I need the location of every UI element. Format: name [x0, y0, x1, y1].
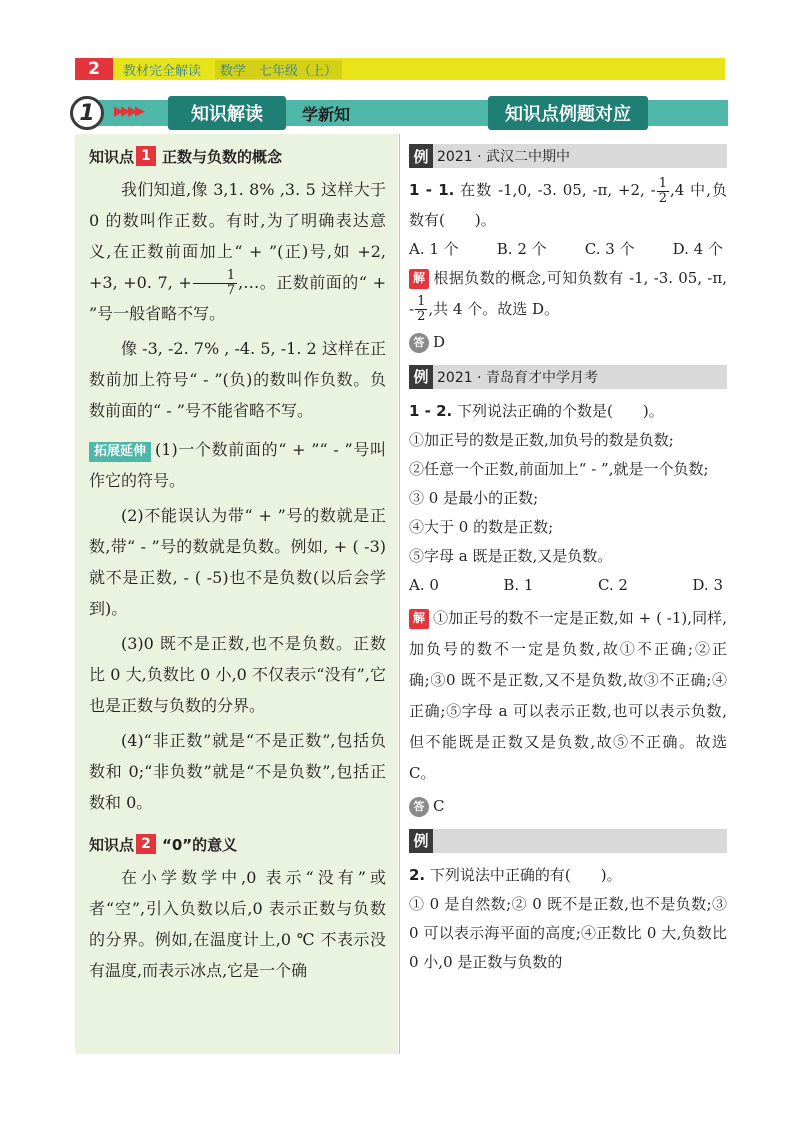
statement-item: ⑤字母 a 既是正数,又是负数。	[409, 546, 613, 565]
kp-title: “0”的意义	[162, 835, 238, 854]
numerator: 1	[658, 175, 667, 191]
statement-item: ④大于 0 的数是正数;	[409, 517, 554, 536]
denominator: 7	[226, 283, 236, 298]
positive-number-paragraph	[89, 174, 386, 329]
fraction	[193, 269, 237, 298]
example-2-solution	[409, 603, 727, 789]
question-text: ,4 中,负数有( )。	[409, 181, 727, 229]
extension-item-2: (2)不能误认为带“ + ”号的数就是正数,带“ - ”号的数就是负数。例如, + ( -3)就不是正数, - ( -5)也不是负数(以后会学到)。	[89, 506, 386, 618]
example-1-answer	[409, 327, 727, 357]
knowledge-column	[75, 134, 398, 1054]
example-2-heading	[409, 365, 727, 389]
extension-item-3: (3)0 既不是正数,也不是负数。正数比 0 大,负数比 0 小,0 不仅表示“没有”,它也是正数与负数的分界。	[89, 634, 386, 715]
kp-number: 1	[136, 146, 156, 166]
denominator: 2	[417, 309, 426, 324]
kp-label: 知识点	[89, 147, 135, 166]
example-3-body: ① 0 是自然数;② 0 既不是正数,也不是负数;③ 0 可以表示海平面的高度;④正数比 0 大,负数比 0 小,0 是正数与负数的	[409, 894, 727, 971]
answer-text: C	[433, 796, 445, 815]
answer-icon: 答	[409, 797, 429, 817]
para-text: ,…。正数前面的“ + ”号一般省略不写。	[89, 273, 386, 323]
option-b: B. 1	[503, 575, 534, 594]
option-d: D. 3	[692, 575, 723, 594]
statement-item: ①加正号的数是正数,加负号的数是负数;	[409, 430, 674, 449]
answer-icon: 答	[409, 333, 429, 353]
example-1-options	[409, 235, 727, 263]
example-2-answer	[409, 791, 727, 821]
question-text: 下列说法中正确的有( )。	[425, 865, 622, 884]
example-source: 2021 · 青岛育才中学月考	[437, 369, 598, 386]
solution-text: ①加正号的数不一定是正数,如 + ( -1),同样,加负号的数不一定是负数,故①不正确;②正确;③0 既不是正数,又不是负数,故③不正确;④正确;⑤字母 a 可以表示正数,也可以表示负数,但不能既是正数又是负数,故⑤不正确。故选 C。	[409, 608, 727, 782]
option-d: D. 4 个	[672, 239, 723, 258]
knowledge-tab: 知识解读	[168, 96, 286, 130]
question-text: 在数 -1,0, -3. 05, -π, +2, -	[454, 181, 656, 199]
knowledge-point-2-heading	[89, 830, 386, 858]
extension-item-1	[89, 434, 386, 496]
solution-text: ,共 4 个。故选 D。	[428, 299, 560, 318]
numerator: 1	[193, 269, 237, 284]
option-b: B. 2 个	[496, 239, 547, 258]
example-2-options	[409, 571, 727, 599]
arrows-icon: ▶▶▶▶	[114, 104, 142, 119]
knowledge-subtitle: 学新知	[302, 105, 351, 124]
extension-item-4: (4)“非正数”就是“不是正数”,包括负数和 0;“非负数”就是“不是负数”,包括正数和 0。	[89, 731, 386, 812]
section-number-badge: 1	[70, 96, 104, 130]
negative-number-paragraph: 像 -3, -2. 7% , -4. 5, -1. 2 这样在正数前加上符号“ - ”(负)的数叫作负数。负数前面的“ - ”号不能省略不写。	[89, 339, 386, 420]
kp-label: 知识点	[89, 835, 135, 854]
example-1-heading	[409, 144, 727, 168]
example-tag: 例	[409, 365, 433, 389]
example-1-solution	[409, 263, 727, 325]
solution-text: 根据负数的概念,可知负数有 -1, -3. 05, -π, -	[409, 268, 727, 318]
option-c: C. 3 个	[584, 239, 635, 258]
solution-icon: 解	[409, 609, 429, 629]
statement-item: ③ 0 是最小的正数;	[409, 488, 539, 507]
page-number: 2	[75, 58, 113, 80]
example-2-question	[409, 397, 727, 426]
subject-label: 数学 七年级（上）	[215, 60, 342, 79]
example-tag: 例	[409, 144, 433, 168]
denominator: 2	[658, 190, 667, 206]
example-1-question	[409, 176, 727, 235]
statement-item: ②任意一个正数,前面加上“ - ”,就是一个负数;	[409, 459, 709, 478]
numerator: 1	[417, 294, 426, 309]
extension-tag: 拓展延伸	[89, 442, 151, 462]
question-number: 2.	[409, 865, 426, 884]
zero-meaning-paragraph: 在小学数学中,0 表示“没有”或者“空”,引入负数以后,0 表示正数与负数的分界。例如,在温度计上,0 ℃ 不表示没有温度,而表示冰点,它是一个确	[89, 868, 386, 980]
question-number: 1 - 2.	[409, 401, 453, 420]
answer-text: D	[433, 332, 446, 351]
running-header	[75, 58, 725, 80]
fraction	[415, 295, 427, 324]
header-strip	[113, 58, 725, 80]
option-a: A. 0	[409, 575, 439, 594]
example-source: 2021 · 武汉二中期中	[437, 149, 570, 165]
example-3-heading	[409, 829, 727, 853]
section-banner	[70, 96, 730, 130]
book-title: 教材完全解读	[123, 63, 202, 79]
examples-tab: 知识点例题对应	[488, 96, 648, 130]
question-number: 1 - 1.	[409, 181, 455, 199]
fraction	[657, 177, 669, 206]
para-text: 我们知道,像 3,1. 8% ,3. 5 这样大于 0 的数叫作正数。有时,为了明确表达意义,在正数前面加上“ + ”(正)号,如 +2, +3, +0. 7, +	[89, 180, 386, 292]
kp-number: 2	[136, 834, 156, 854]
kp-title: 正数与负数的概念	[162, 147, 283, 166]
knowledge-point-1-heading	[89, 142, 386, 170]
question-text: 下列说法正确的个数是( )。	[452, 401, 664, 420]
ext-text: (1)一个数前面的“ + ”“ - ”号叫作它的符号。	[89, 440, 386, 490]
column-divider	[399, 134, 400, 1054]
example-tag: 例	[409, 829, 433, 853]
option-c: C. 2	[597, 575, 628, 594]
examples-column	[409, 134, 727, 1054]
solution-icon: 解	[409, 269, 429, 289]
example-3-question	[409, 861, 727, 890]
option-a: A. 1 个	[409, 239, 459, 258]
